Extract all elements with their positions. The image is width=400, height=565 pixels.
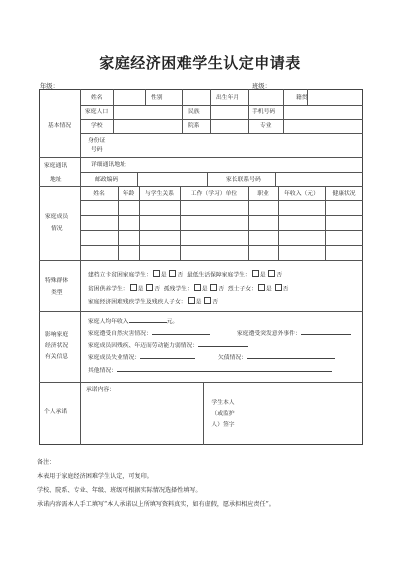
unemployed-field[interactable] — [140, 352, 195, 359]
accident-field[interactable] — [301, 328, 351, 335]
school-label: 学校 — [91, 123, 103, 129]
income-line: 家庭人均年收入 元。 — [88, 316, 178, 326]
address-label: 详细通讯地址 — [91, 162, 126, 168]
note-line: 本表用于家庭经济困难学生认定，可复印。 — [37, 473, 153, 480]
checkbox[interactable] — [153, 270, 160, 277]
idcard-label-2: 号码 — [91, 147, 103, 153]
checkbox[interactable] — [268, 270, 275, 277]
labor-line: 家庭成员因残疾、年迈而劳动能力弱情况： — [88, 340, 248, 350]
section-factors-2: 经济状况 — [45, 343, 69, 349]
notes-heading: 备注： — [37, 459, 56, 466]
note-line: 承诺内容需本人手工填写“本人承诺以上所填写资料真实，如有虚假，愿承担相应责任”。 — [37, 501, 275, 508]
department-label: 院系 — [188, 123, 200, 129]
column-header: 健康状况 — [332, 191, 356, 197]
signature-label: 学生本人 — [211, 400, 235, 406]
checkbox[interactable] — [188, 297, 195, 304]
special-line-1: 建档立卡贫困家庭学生： 是 否 最低生活保障家庭学生： 是 否 — [88, 270, 282, 280]
checkbox[interactable] — [275, 284, 282, 291]
promise-content-label: 承诺内容： — [86, 387, 115, 393]
section-promise: 个人承诺 — [44, 409, 68, 415]
divider — [39, 311, 363, 312]
name-label: 姓名 — [91, 95, 103, 101]
checkbox[interactable] — [210, 284, 217, 291]
major-label: 专业 — [260, 123, 272, 129]
checkbox[interactable] — [258, 284, 265, 291]
signature-label-2: （或监护 — [211, 411, 235, 417]
income-field[interactable] — [129, 316, 167, 323]
column-header: 与学生关系 — [145, 191, 174, 197]
checkbox[interactable] — [146, 284, 153, 291]
section-factors-3: 有关信息 — [45, 354, 69, 360]
column-header: 姓名 — [93, 191, 105, 197]
column-header: 年收入（元） — [284, 191, 319, 197]
disaster-field[interactable] — [152, 328, 210, 335]
divider — [39, 186, 363, 187]
phone-label: 手机号码 — [252, 109, 276, 115]
idcard-label: 身份证 — [88, 138, 106, 144]
column-header: 年龄 — [122, 191, 135, 197]
section-members-2: 情况 — [51, 226, 63, 232]
note-line: 学校、院系、专业、年级、班级可根据实际情况选择性填写。 — [37, 487, 202, 494]
divider — [39, 382, 363, 383]
divider — [39, 157, 363, 158]
section-special-2: 类型 — [51, 290, 63, 296]
section-special: 特殊群体 — [45, 278, 69, 284]
checkbox[interactable] — [252, 270, 259, 277]
hukou-label: 家庭人口 — [85, 109, 109, 115]
signature-label-3: 人）签字 — [211, 422, 235, 428]
column-header: 职业 — [257, 191, 269, 197]
debt-field[interactable] — [247, 352, 335, 359]
other-line: 其他情况： — [88, 365, 332, 375]
labor-field[interactable] — [198, 340, 248, 347]
debt-line: 欠债情况： — [218, 352, 335, 362]
checkbox[interactable] — [194, 284, 201, 291]
accident-line: 家庭遭受突发意外事件： — [237, 328, 351, 338]
section-basic-info: 基本情况 — [47, 123, 72, 129]
parent-phone-label: 家长联系号码 — [226, 177, 261, 183]
checkbox[interactable] — [204, 297, 211, 304]
section-contact: 家庭通讯 — [44, 163, 68, 169]
birth-label: 出生年月 — [216, 95, 240, 101]
checkbox[interactable] — [130, 284, 137, 291]
column-header: 工作（学习）单位 — [190, 191, 238, 197]
page-title: 家庭经济困难学生认定申请表 — [99, 54, 301, 72]
class-label: 班级： — [252, 83, 271, 90]
section-factors: 影响家庭 — [45, 332, 69, 338]
unemployed-line: 家庭成员失业情况： — [88, 352, 195, 362]
other-field[interactable] — [117, 365, 332, 372]
section-members: 家庭成员 — [45, 214, 69, 220]
grade-label: 年级： — [40, 83, 59, 90]
disaster-line: 家庭遭受自然灾害情况： — [88, 328, 210, 338]
special-line-3: 家庭经济困难残疾学生及残疾人子女： 是 否 — [88, 297, 218, 307]
ethnic-label: 民族 — [188, 109, 200, 115]
section-contact-2: 地址 — [50, 177, 62, 183]
checkbox[interactable] — [169, 270, 176, 277]
special-line-2: 贫困供养学生： 是 否 孤残学生： 是 否 烈士子女： 是 否 — [88, 284, 288, 294]
divider — [39, 260, 363, 261]
origin-label: 籍贯 — [296, 95, 308, 101]
postcode-label: 邮政编码 — [95, 177, 119, 183]
gender-label: 性别 — [151, 95, 163, 101]
